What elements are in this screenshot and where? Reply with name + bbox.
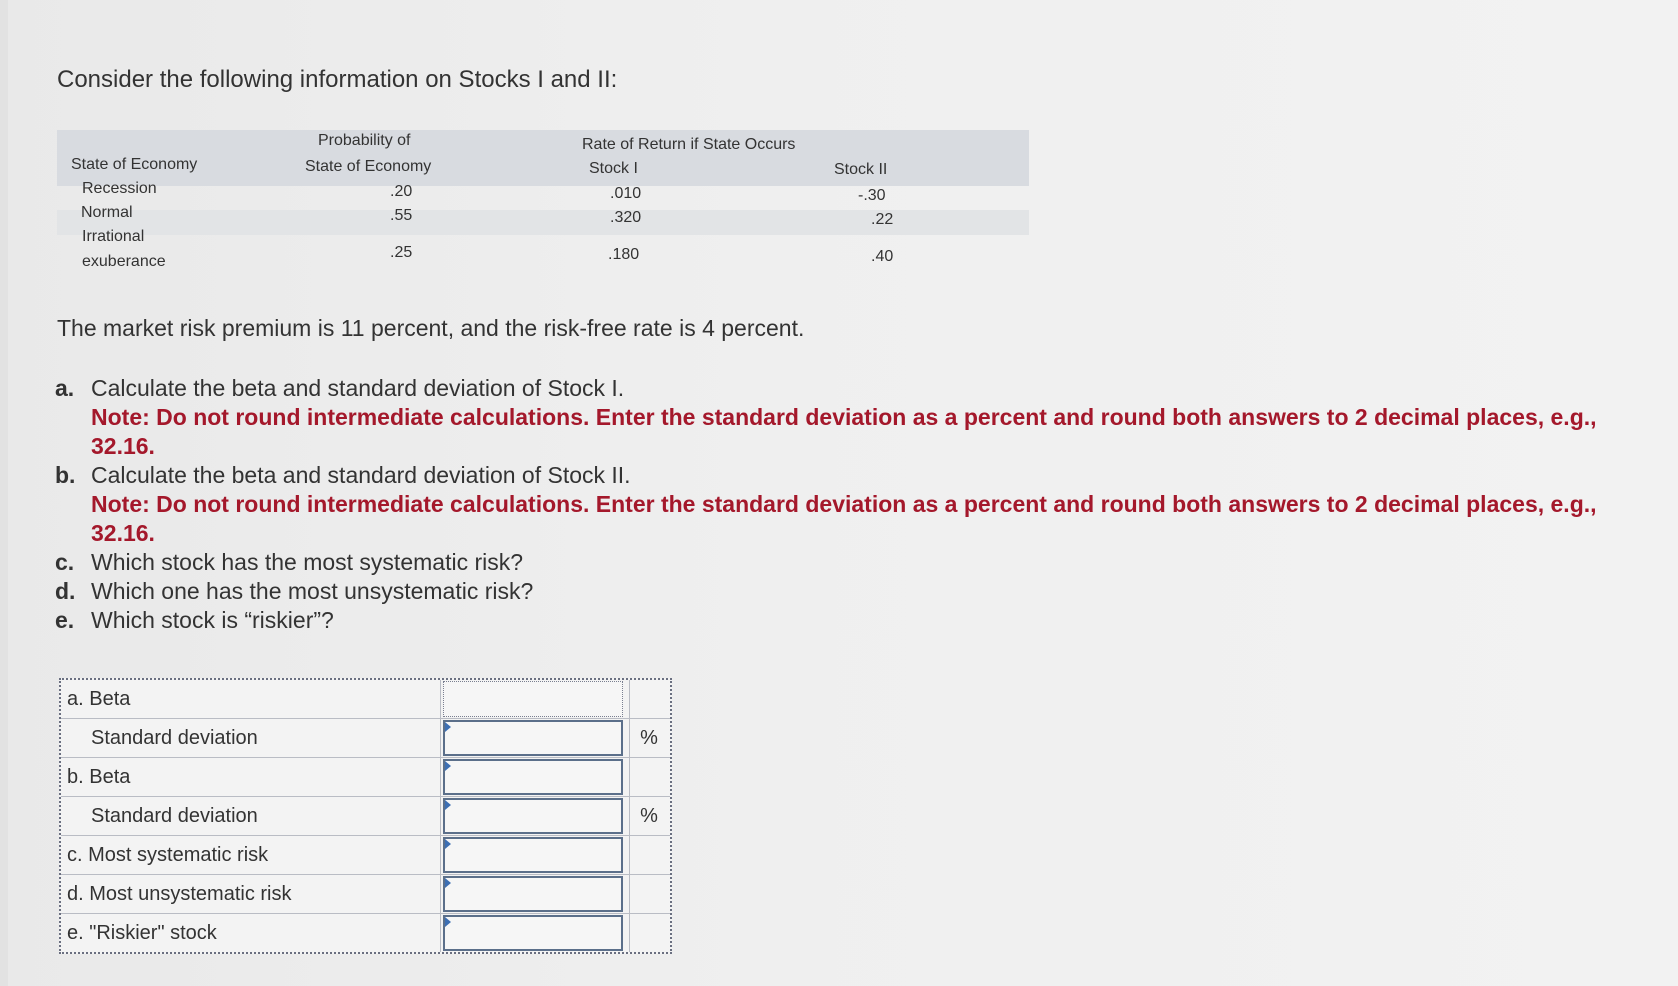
answer-select-unsystematic-risk[interactable] (443, 876, 623, 912)
question-text: Calculate the beta and standard deviation of Stock II. (91, 462, 631, 488)
intro-text: Consider the following information on Stocks I and II: (57, 66, 618, 93)
header-stock-1: Stock I (589, 160, 638, 177)
answer-unit (629, 836, 668, 874)
question-text: Which stock is “riskier”? (91, 607, 334, 633)
header-probability-line1: Probability of (318, 132, 411, 149)
question-letter: d. (55, 578, 76, 604)
question-note: Note: Do not round intermediate calculations. Enter the standard deviation as a percent and round both answers to 2 decimal places, e.g., 32.16. (91, 491, 1597, 546)
answer-select-riskier-stock[interactable] (443, 915, 623, 951)
answer-input-b-beta[interactable] (443, 759, 623, 795)
percent-unit: % (629, 719, 668, 757)
answer-row-a-beta (61, 680, 670, 718)
row-stock-2: .22 (871, 211, 894, 228)
answer-label: e. "Riskier" stock (61, 914, 441, 952)
market-info-text: The market risk premium is 11 percent, and the risk-free rate is 4 percent. (57, 315, 805, 341)
answer-table (59, 678, 672, 954)
field-marker-icon (445, 878, 451, 888)
answer-input-a-beta[interactable] (443, 681, 623, 717)
answer-label: a. Beta (61, 680, 441, 718)
answer-select-systematic-risk[interactable] (443, 837, 623, 873)
field-marker-icon (445, 839, 451, 849)
answer-label: Standard deviation (61, 797, 441, 835)
row-state: Recession (82, 180, 157, 197)
row-probability: .25 (390, 244, 413, 261)
header-probability-line2: State of Economy (305, 158, 432, 175)
row-stock-1: .180 (608, 246, 640, 263)
question-item (55, 606, 1615, 635)
answer-row-a-std-dev (61, 718, 670, 757)
question-text: Which stock has the most systematic risk? (91, 549, 524, 575)
percent-unit: % (629, 797, 668, 835)
row-stock-2: -.30 (858, 187, 886, 204)
field-marker-icon (445, 917, 451, 927)
question-item (55, 548, 1615, 577)
row-stock-1: .010 (610, 185, 642, 202)
answer-unit (629, 680, 668, 718)
answer-label: c. Most systematic risk (61, 836, 441, 874)
answer-unit (629, 875, 668, 913)
question-letter: b. (55, 462, 76, 488)
answer-row-e-riskier (61, 913, 670, 952)
field-marker-icon (445, 800, 451, 810)
answer-row-b-beta (61, 757, 670, 796)
header-state-of-economy: State of Economy (71, 156, 198, 173)
question-list (55, 374, 1615, 635)
answer-input-a-std-dev[interactable] (443, 720, 623, 756)
row-probability: .20 (390, 183, 413, 200)
answer-row-d-unsystematic (61, 874, 670, 913)
answer-unit (629, 914, 668, 952)
header-rate-of-return: Rate of Return if State Occurs (582, 136, 796, 153)
question-text: Which one has the most unsystematic risk? (91, 578, 534, 604)
question-letter: a. (55, 375, 75, 401)
row-probability: .55 (390, 207, 413, 224)
row-stock-2: .40 (871, 248, 894, 265)
question-item (55, 577, 1615, 606)
row-state: Normal (81, 204, 133, 221)
field-marker-icon (445, 761, 451, 771)
question-item (55, 461, 1615, 548)
question-text: Calculate the beta and standard deviation of Stock I. (91, 375, 625, 401)
question-item (55, 374, 1615, 461)
field-marker-icon (445, 722, 451, 732)
header-stock-2: Stock II (834, 161, 888, 178)
answer-input-b-std-dev[interactable] (443, 798, 623, 834)
answer-row-b-std-dev (61, 796, 670, 835)
question-letter: e. (55, 607, 75, 633)
answer-label: d. Most unsystematic risk (61, 875, 441, 913)
row-state-line1: Irrational (82, 228, 145, 245)
question-letter: c. (55, 549, 75, 575)
answer-label: b. Beta (61, 758, 441, 796)
answer-row-c-systematic (61, 835, 670, 874)
answer-label: Standard deviation (61, 719, 441, 757)
left-edge (0, 0, 8, 986)
question-note: Note: Do not round intermediate calculations. Enter the standard deviation as a percent and round both answers to 2 decimal places, e.g., 32.16. (91, 404, 1597, 459)
row-state-line2: exuberance (82, 253, 166, 270)
answer-unit (629, 758, 668, 796)
row-stock-1: .320 (610, 209, 642, 226)
